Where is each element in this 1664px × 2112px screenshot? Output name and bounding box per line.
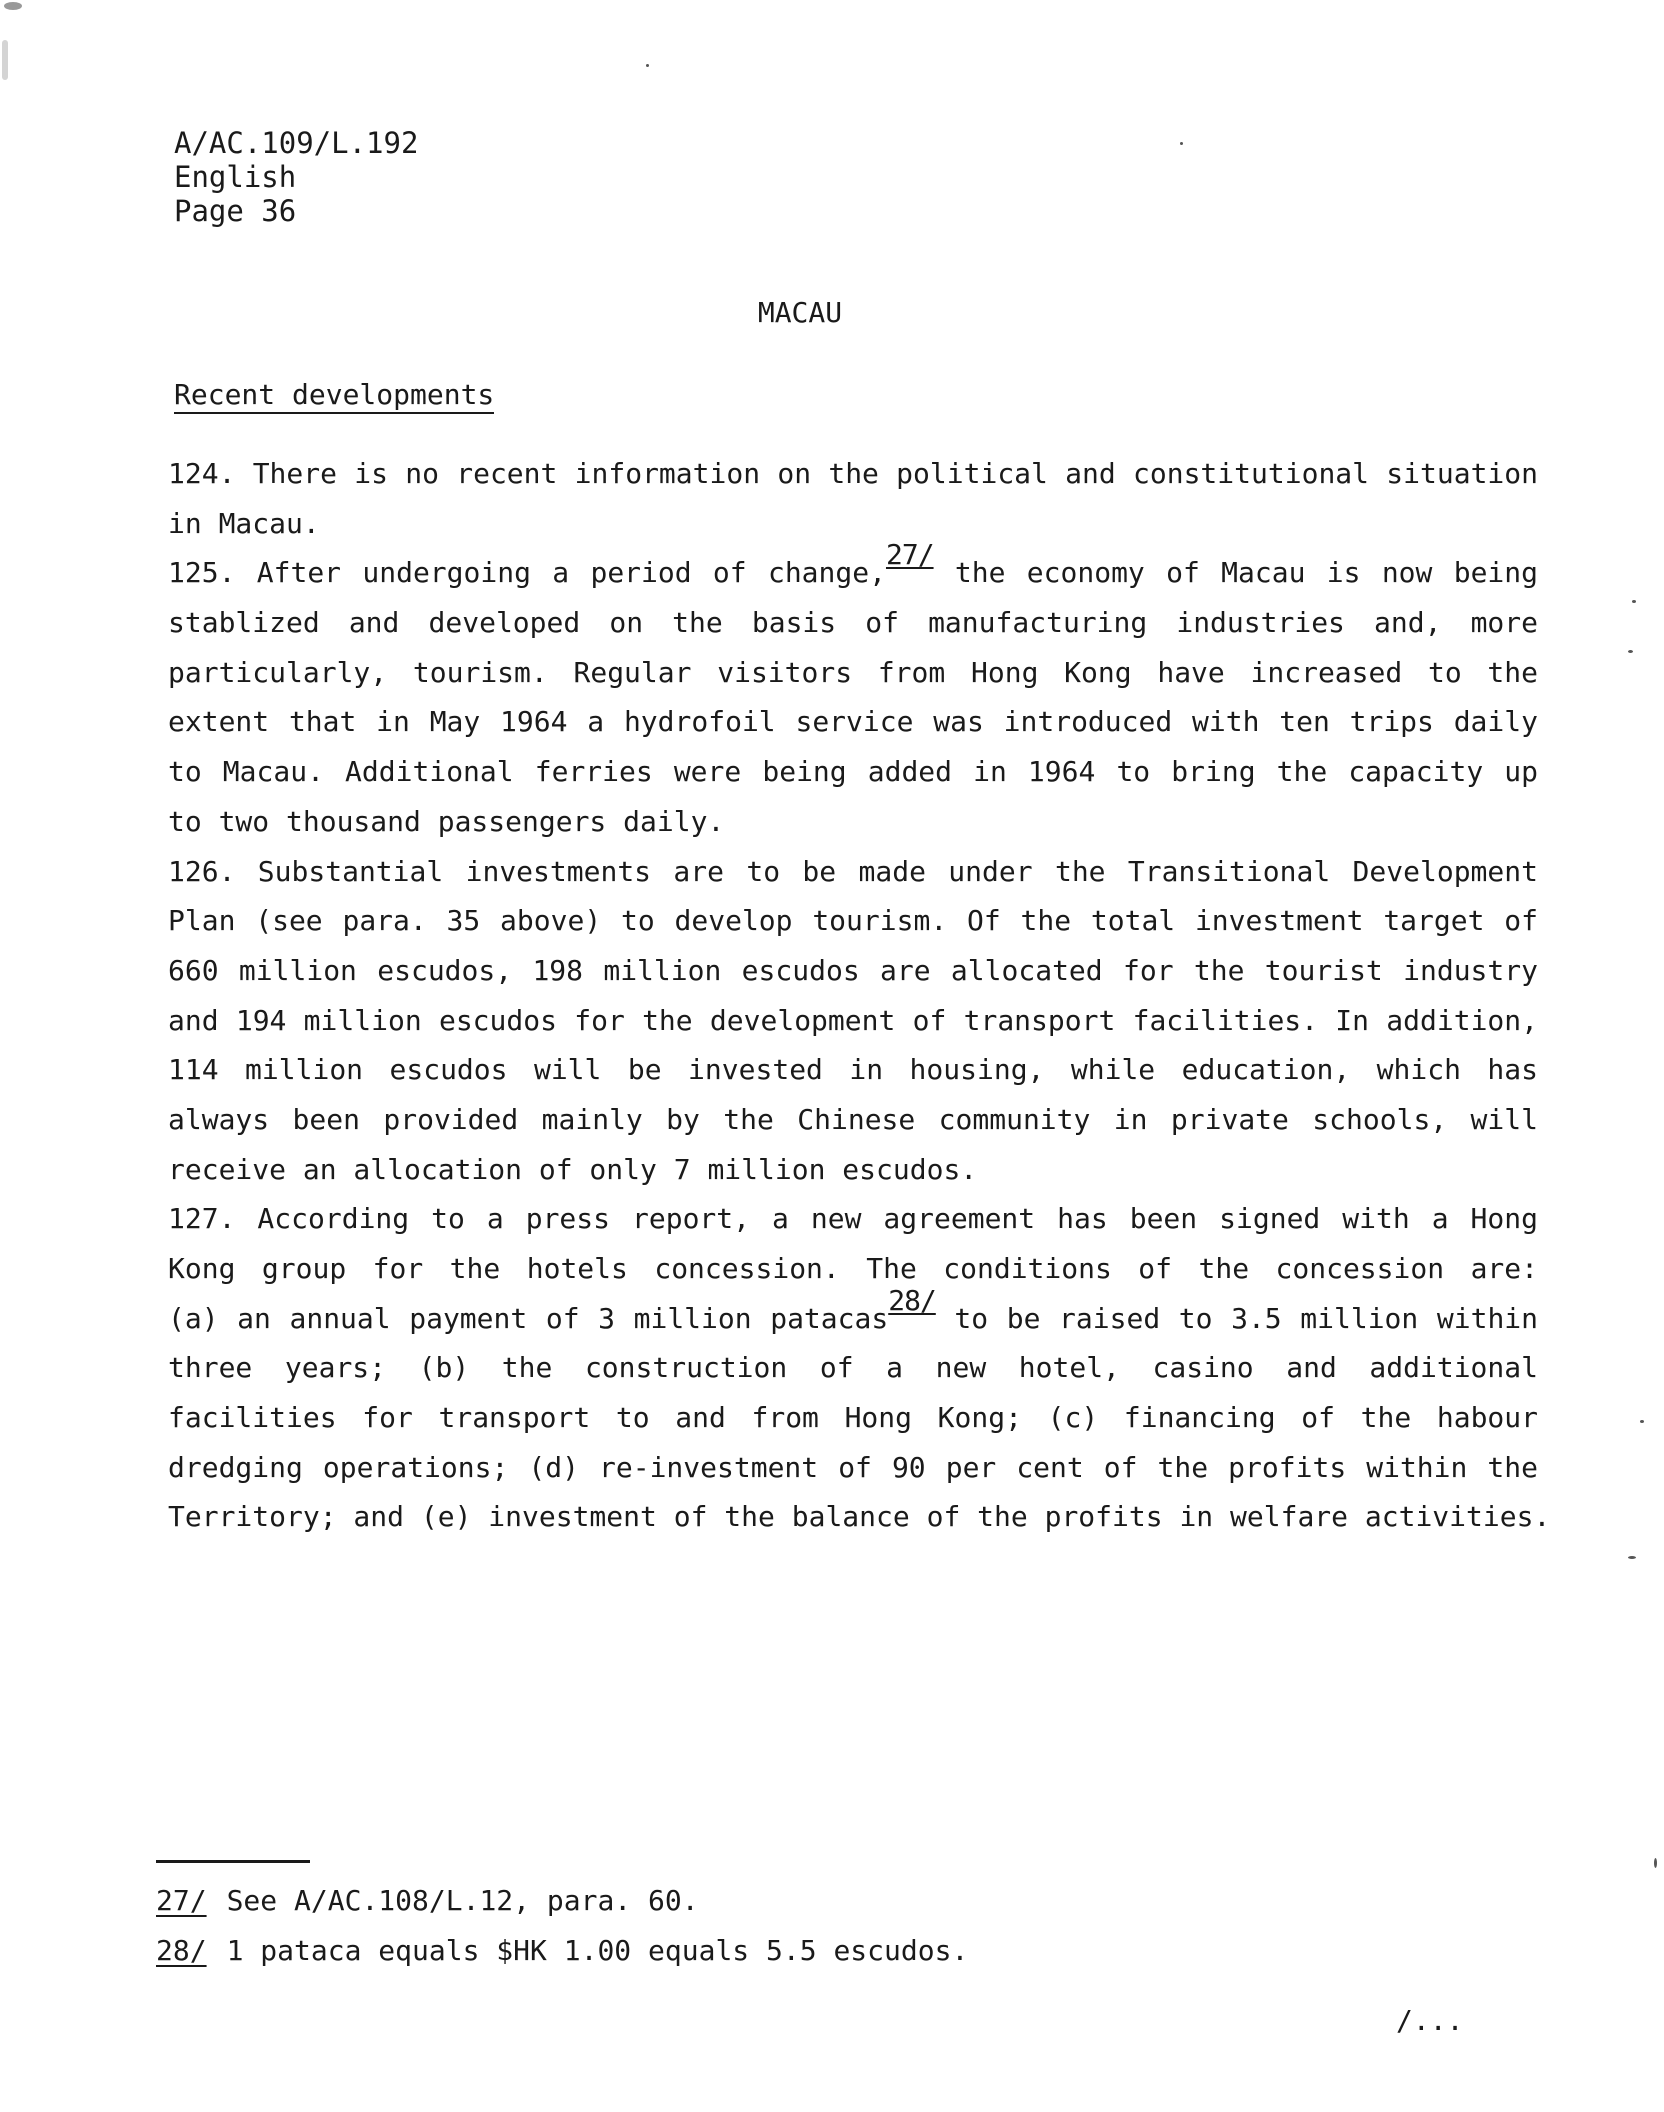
scan-speck xyxy=(1628,1556,1636,1559)
text-segment: to be raised to 3.5 million within xyxy=(954,1301,1539,1335)
scan-speck xyxy=(1654,1858,1657,1868)
text-line xyxy=(168,1283,1539,1344)
text-line: to Macau. Additional ferries were being added in 1964 to bring the capacity up xyxy=(168,755,1538,789)
section-heading: Recent developments xyxy=(174,378,494,414)
footnote-text: See A/AC.108/L.12, para. 60. xyxy=(226,1884,699,1917)
footnotes xyxy=(156,1876,968,1976)
scan-speck xyxy=(1640,1420,1644,1423)
continuation-mark: /... xyxy=(1396,2004,1464,2037)
footnote-number: 27/ xyxy=(156,1884,207,1917)
text-segment: 125. After undergoing a period of change, xyxy=(168,556,886,590)
text-line: in Macau. xyxy=(168,506,320,540)
text-line: dredging operations; (d) re-investment of 90 per cent of the profits within the xyxy=(168,1450,1538,1484)
text-segment: (a) an annual payment of 3 million patacas xyxy=(168,1301,889,1335)
scan-speck xyxy=(1628,650,1633,653)
text-line: and 194 million escudos for the development of transport facilities. In addition, xyxy=(168,1003,1538,1037)
page-title: MACAU xyxy=(757,296,843,329)
footnote-number: 28/ xyxy=(156,1934,207,1967)
footnote-separator xyxy=(156,1860,310,1863)
page-number: Page 36 xyxy=(174,194,297,228)
text-line: stablized and developed on the basis of manufacturing industries and, more xyxy=(168,606,1538,640)
scan-speck xyxy=(2,40,8,80)
scan-speck xyxy=(4,2,22,10)
text-segment: the economy of Macau is now being xyxy=(954,556,1539,590)
footnote-ref-27: 27/ xyxy=(885,538,934,572)
footnote-text: 1 pataca equals $HK 1.00 equals 5.5 escudos. xyxy=(226,1934,969,1967)
text-line: facilities for transport to and from Hong Kong; (c) financing of the habour xyxy=(168,1401,1538,1435)
scan-speck xyxy=(646,64,649,67)
scan-speck xyxy=(1180,142,1183,145)
text-line: 124. There is no recent information on the political and constitutional situation xyxy=(168,457,1538,490)
text-line: three years; (b) the construction of a new hotel, casino and additional xyxy=(168,1351,1538,1385)
text-line: 126. Substantial investments are to be made under the Transitional Development xyxy=(168,854,1538,888)
text-line: 660 million escudos, 198 million escudos are allocated for the tourist industry xyxy=(168,953,1538,987)
footnote-27 xyxy=(156,1876,968,1926)
text-line: 114 million escudos will be invested in housing, while education, which has xyxy=(168,1053,1538,1087)
text-line: Territory; and (e) investment of the balance of the profits in welfare activities. xyxy=(168,1500,1551,1534)
document-symbol: A/AC.109/L.192 xyxy=(174,126,419,160)
text-line: extent that in May 1964 a hydrofoil service was introduced with ten trips daily xyxy=(168,705,1538,739)
text-line: always been provided mainly by the Chinese community in private schools, will xyxy=(168,1102,1538,1136)
text-line: receive an allocation of only 7 million escudos. xyxy=(168,1152,978,1186)
footnote-ref-28: 28/ xyxy=(888,1283,936,1317)
text-line: to two thousand passengers daily. xyxy=(168,804,725,838)
text-line: 127. According to a press report, a new agreement has been signed with a Hong xyxy=(168,1202,1538,1236)
body-text xyxy=(168,449,1551,1542)
footnote-28 xyxy=(156,1926,968,1976)
document-language: English xyxy=(174,160,297,194)
text-line: particularly, tourism. Regular visitors from Hong Kong have increased to the xyxy=(168,655,1538,689)
scan-speck xyxy=(1632,600,1636,603)
document-reference-block xyxy=(174,126,418,228)
text-line: Plan (see para. 35 above) to develop tourism. Of the total investment target of xyxy=(168,904,1538,938)
text-line: Kong group for the hotels concession. The conditions of the concession are: xyxy=(168,1252,1538,1285)
text-line xyxy=(168,538,1539,598)
